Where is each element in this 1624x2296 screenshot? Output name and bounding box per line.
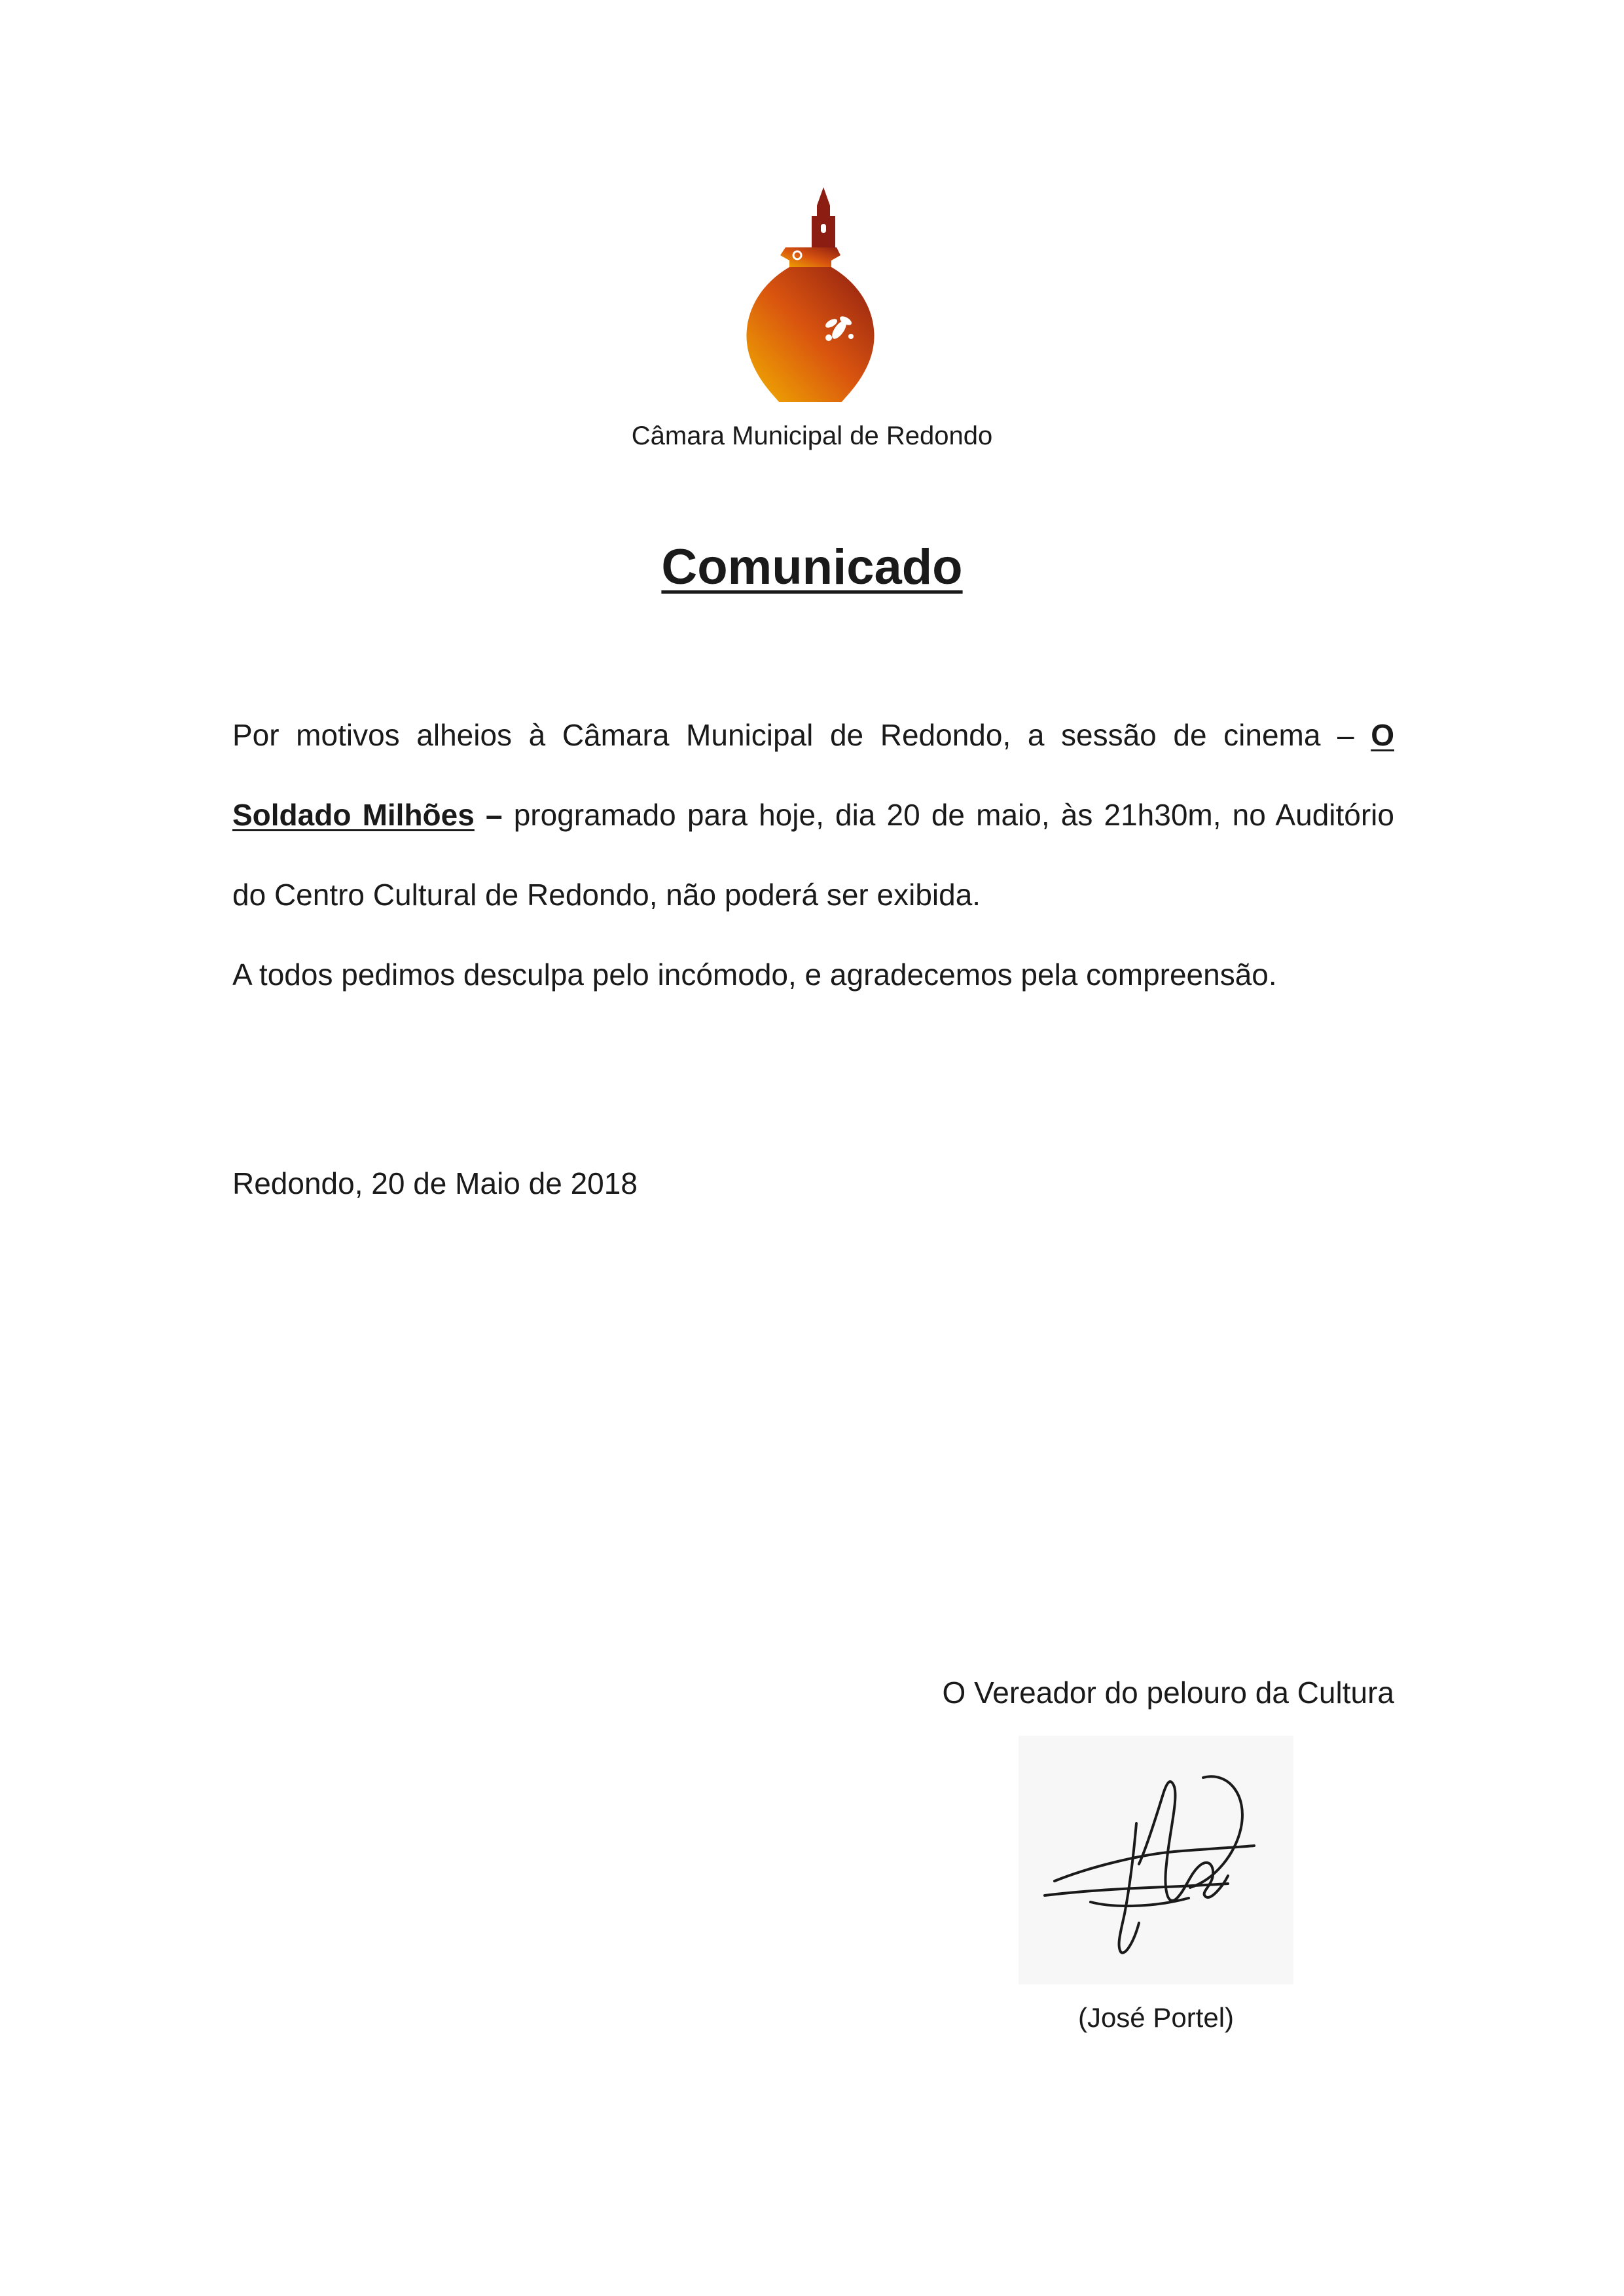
paragraph-text-intro: Por motivos alheios à Câmara Municipal de Redondo, a sessão de cinema – [232, 718, 1371, 752]
paragraph-text-details: programado para hoje, dia 20 de maio, às 21h30m, no Auditório do Centro Cultural de Redondo, não poderá ser exibida. [232, 798, 1394, 912]
film-title-dash: – [474, 798, 503, 832]
document-title: Comunicado [661, 539, 963, 595]
organization-name: Câmara Municipal de Redondo [631, 422, 993, 450]
municipal-jar-logo [732, 185, 889, 407]
announcement-paragraph [232, 695, 1394, 935]
date-line: Redondo, 20 de Maio de 2018 [232, 1166, 638, 1200]
handwritten-signature [1019, 1736, 1293, 1984]
apology-paragraph: A todos pedimos desculpa pelo incómodo, e agradecemos pela compreensão. [232, 958, 1277, 992]
film-title: O Soldado Milhões [232, 718, 1394, 832]
signer-role: O Vereador do pelouro da Cultura [942, 1676, 1394, 1710]
signer-name: (José Portel) [1077, 2002, 1235, 2033]
